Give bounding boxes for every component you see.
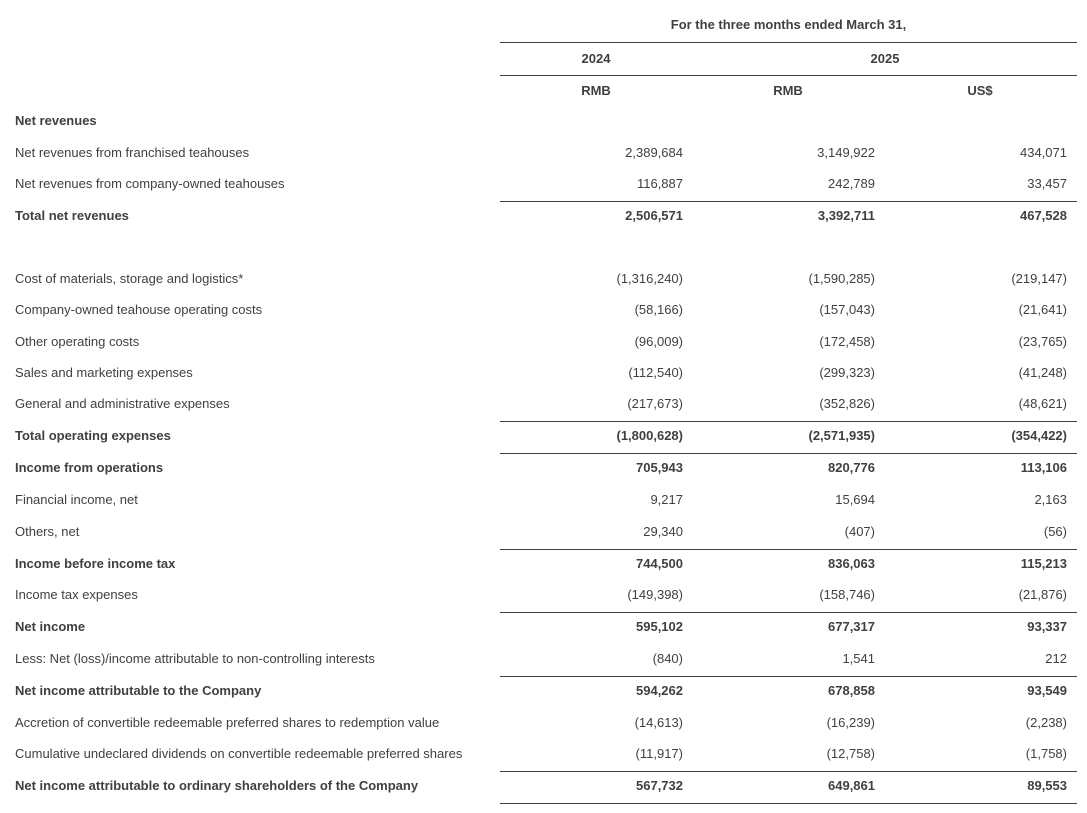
value-2025-usd: 113,106 [1020,460,1067,475]
row-label: Net income attributable to ordinary shareholders of the Company [15,778,419,793]
value-2025-usd: (2,238) [1025,715,1067,730]
value-2025-usd: 212 [1045,651,1067,666]
row-label: Financial income, net [15,492,138,507]
total-rule [500,549,1077,550]
value-2025-usd: 93,549 [1027,683,1067,698]
value-2025-rmb: 820,776 [828,460,875,475]
row-label: Net income attributable to the Company [15,683,262,698]
value-2024-rmb: 595,102 [636,619,683,634]
value-2024-rmb: (96,009) [634,334,683,349]
value-2024-rmb: (1,316,240) [616,271,683,286]
value-2025-rmb: (157,043) [819,302,875,317]
value-2024-rmb: 116,887 [636,176,683,191]
table-row [0,143,1087,163]
value-2025-usd: (56) [1043,524,1067,539]
row-label: Cost of materials, storage and logistics* [15,271,244,286]
table-row [0,206,1087,226]
year-2025-header: 2025 [870,51,900,66]
value-2024-rmb: 2,506,571 [625,208,683,223]
value-2025-rmb: (12,758) [826,746,875,761]
currency-2024-rmb: RMB [581,83,611,98]
year-2024-header: 2024 [581,51,611,66]
value-2024-rmb: 9,217 [650,492,683,507]
value-2025-rmb: (2,571,935) [808,428,875,443]
total-rule [500,421,1077,422]
value-2025-usd: 115,213 [1020,556,1067,571]
value-2025-rmb: 3,149,922 [817,145,875,160]
value-2025-usd: (219,147) [1011,271,1067,286]
table-row [0,585,1087,605]
value-2025-rmb: (352,826) [819,396,875,411]
value-2025-usd: 434,071 [1020,145,1067,160]
table-row [0,300,1087,320]
table-row [0,394,1087,414]
row-label: Others, net [15,524,80,539]
value-2025-rmb: (16,239) [826,715,875,730]
value-2025-usd: 33,457 [1027,176,1067,191]
period-header: For the three months ended March 31, [670,17,907,32]
value-2025-usd: 467,528 [1020,208,1067,223]
value-2024-rmb: (149,398) [627,587,683,602]
table-row [0,681,1087,701]
total-rule [500,201,1077,202]
bottom-rule [500,803,1077,804]
row-label: Other operating costs [15,334,140,349]
value-2024-rmb: (1,800,628) [616,428,683,443]
table-row [0,617,1087,637]
value-2024-rmb: 744,500 [636,556,683,571]
value-2025-rmb: (407) [844,524,875,539]
value-2024-rmb: (840) [652,651,683,666]
row-label: Total operating expenses [15,428,171,443]
value-2025-rmb: 836,063 [828,556,875,571]
value-2025-usd: (48,621) [1018,396,1067,411]
value-2025-usd: (21,641) [1018,302,1067,317]
value-2025-rmb: (299,323) [819,365,875,380]
value-2025-rmb: 678,858 [828,683,875,698]
value-2024-rmb: (112,540) [628,365,683,380]
value-2025-usd: (41,248) [1018,365,1067,380]
header-rule-years [500,75,1077,76]
table-row [0,269,1087,289]
total-rule [500,771,1077,772]
table-row [0,522,1087,542]
row-label: Accretion of convertible redeemable preferred shares to redemption value [15,715,440,730]
row-label: Less: Net (loss)/income attributable to non-controlling interests [15,651,375,666]
row-label: Total net revenues [15,208,129,223]
table-row [0,458,1087,478]
value-2024-rmb: (14,613) [634,715,683,730]
table-row [0,744,1087,764]
row-label: Net revenues from franchised teahouses [15,145,250,160]
value-2025-rmb: 242,789 [828,176,875,191]
row-label: Income before income tax [15,556,176,571]
value-2025-usd: 89,553 [1027,778,1067,793]
row-label: Company-owned teahouse operating costs [15,302,263,317]
value-2025-rmb: 3,392,711 [817,208,875,223]
total-rule [500,676,1077,677]
value-2024-rmb: (58,166) [634,302,683,317]
row-label: Cumulative undeclared dividends on convertible redeemable preferred shares [15,746,463,761]
table-row [0,554,1087,574]
row-label: Net income [15,619,86,634]
row-label: General and administrative expenses [15,396,230,411]
row-label: Income from operations [15,460,164,475]
table-row [0,713,1087,733]
value-2025-usd: (1,758) [1025,746,1067,761]
currency-2025-rmb: RMB [773,83,803,98]
value-2024-rmb: (217,673) [627,396,683,411]
table-row [0,174,1087,194]
value-2025-rmb: (1,590,285) [808,271,875,286]
table-row [0,363,1087,383]
value-2025-rmb: 677,317 [828,619,875,634]
row-label: Income tax expenses [15,587,138,602]
value-2025-rmb: 15,694 [835,492,875,507]
value-2024-rmb: 2,389,684 [625,145,683,160]
value-2025-rmb: (172,458) [819,334,875,349]
value-2024-rmb: 29,340 [643,524,683,539]
value-2025-usd: 2,163 [1034,492,1067,507]
value-2025-usd: (354,422) [1011,428,1067,443]
total-rule [500,453,1077,454]
total-rule [500,612,1077,613]
row-label: Net revenues [15,113,97,128]
table-row [0,332,1087,352]
value-2025-rmb: (158,746) [819,587,875,602]
currency-2025-usd: US$ [967,83,993,98]
table-row [0,776,1087,796]
table-row [0,649,1087,669]
table-row [0,426,1087,446]
table-row [0,490,1087,510]
value-2025-usd: (21,876) [1018,587,1067,602]
value-2025-rmb: 1,541 [842,651,875,666]
row-label: Sales and marketing expenses [15,365,193,380]
value-2025-usd: (23,765) [1018,334,1067,349]
value-2025-usd: 93,337 [1027,619,1067,634]
value-2024-rmb: 705,943 [636,460,683,475]
row-label: Net revenues from company-owned teahouses [15,176,285,191]
value-2024-rmb: (11,917) [635,746,683,761]
value-2025-rmb: 649,861 [828,778,875,793]
value-2024-rmb: 567,732 [636,778,683,793]
value-2024-rmb: 594,262 [636,683,683,698]
header-rule-top [500,42,1077,43]
table-row [0,111,1087,131]
